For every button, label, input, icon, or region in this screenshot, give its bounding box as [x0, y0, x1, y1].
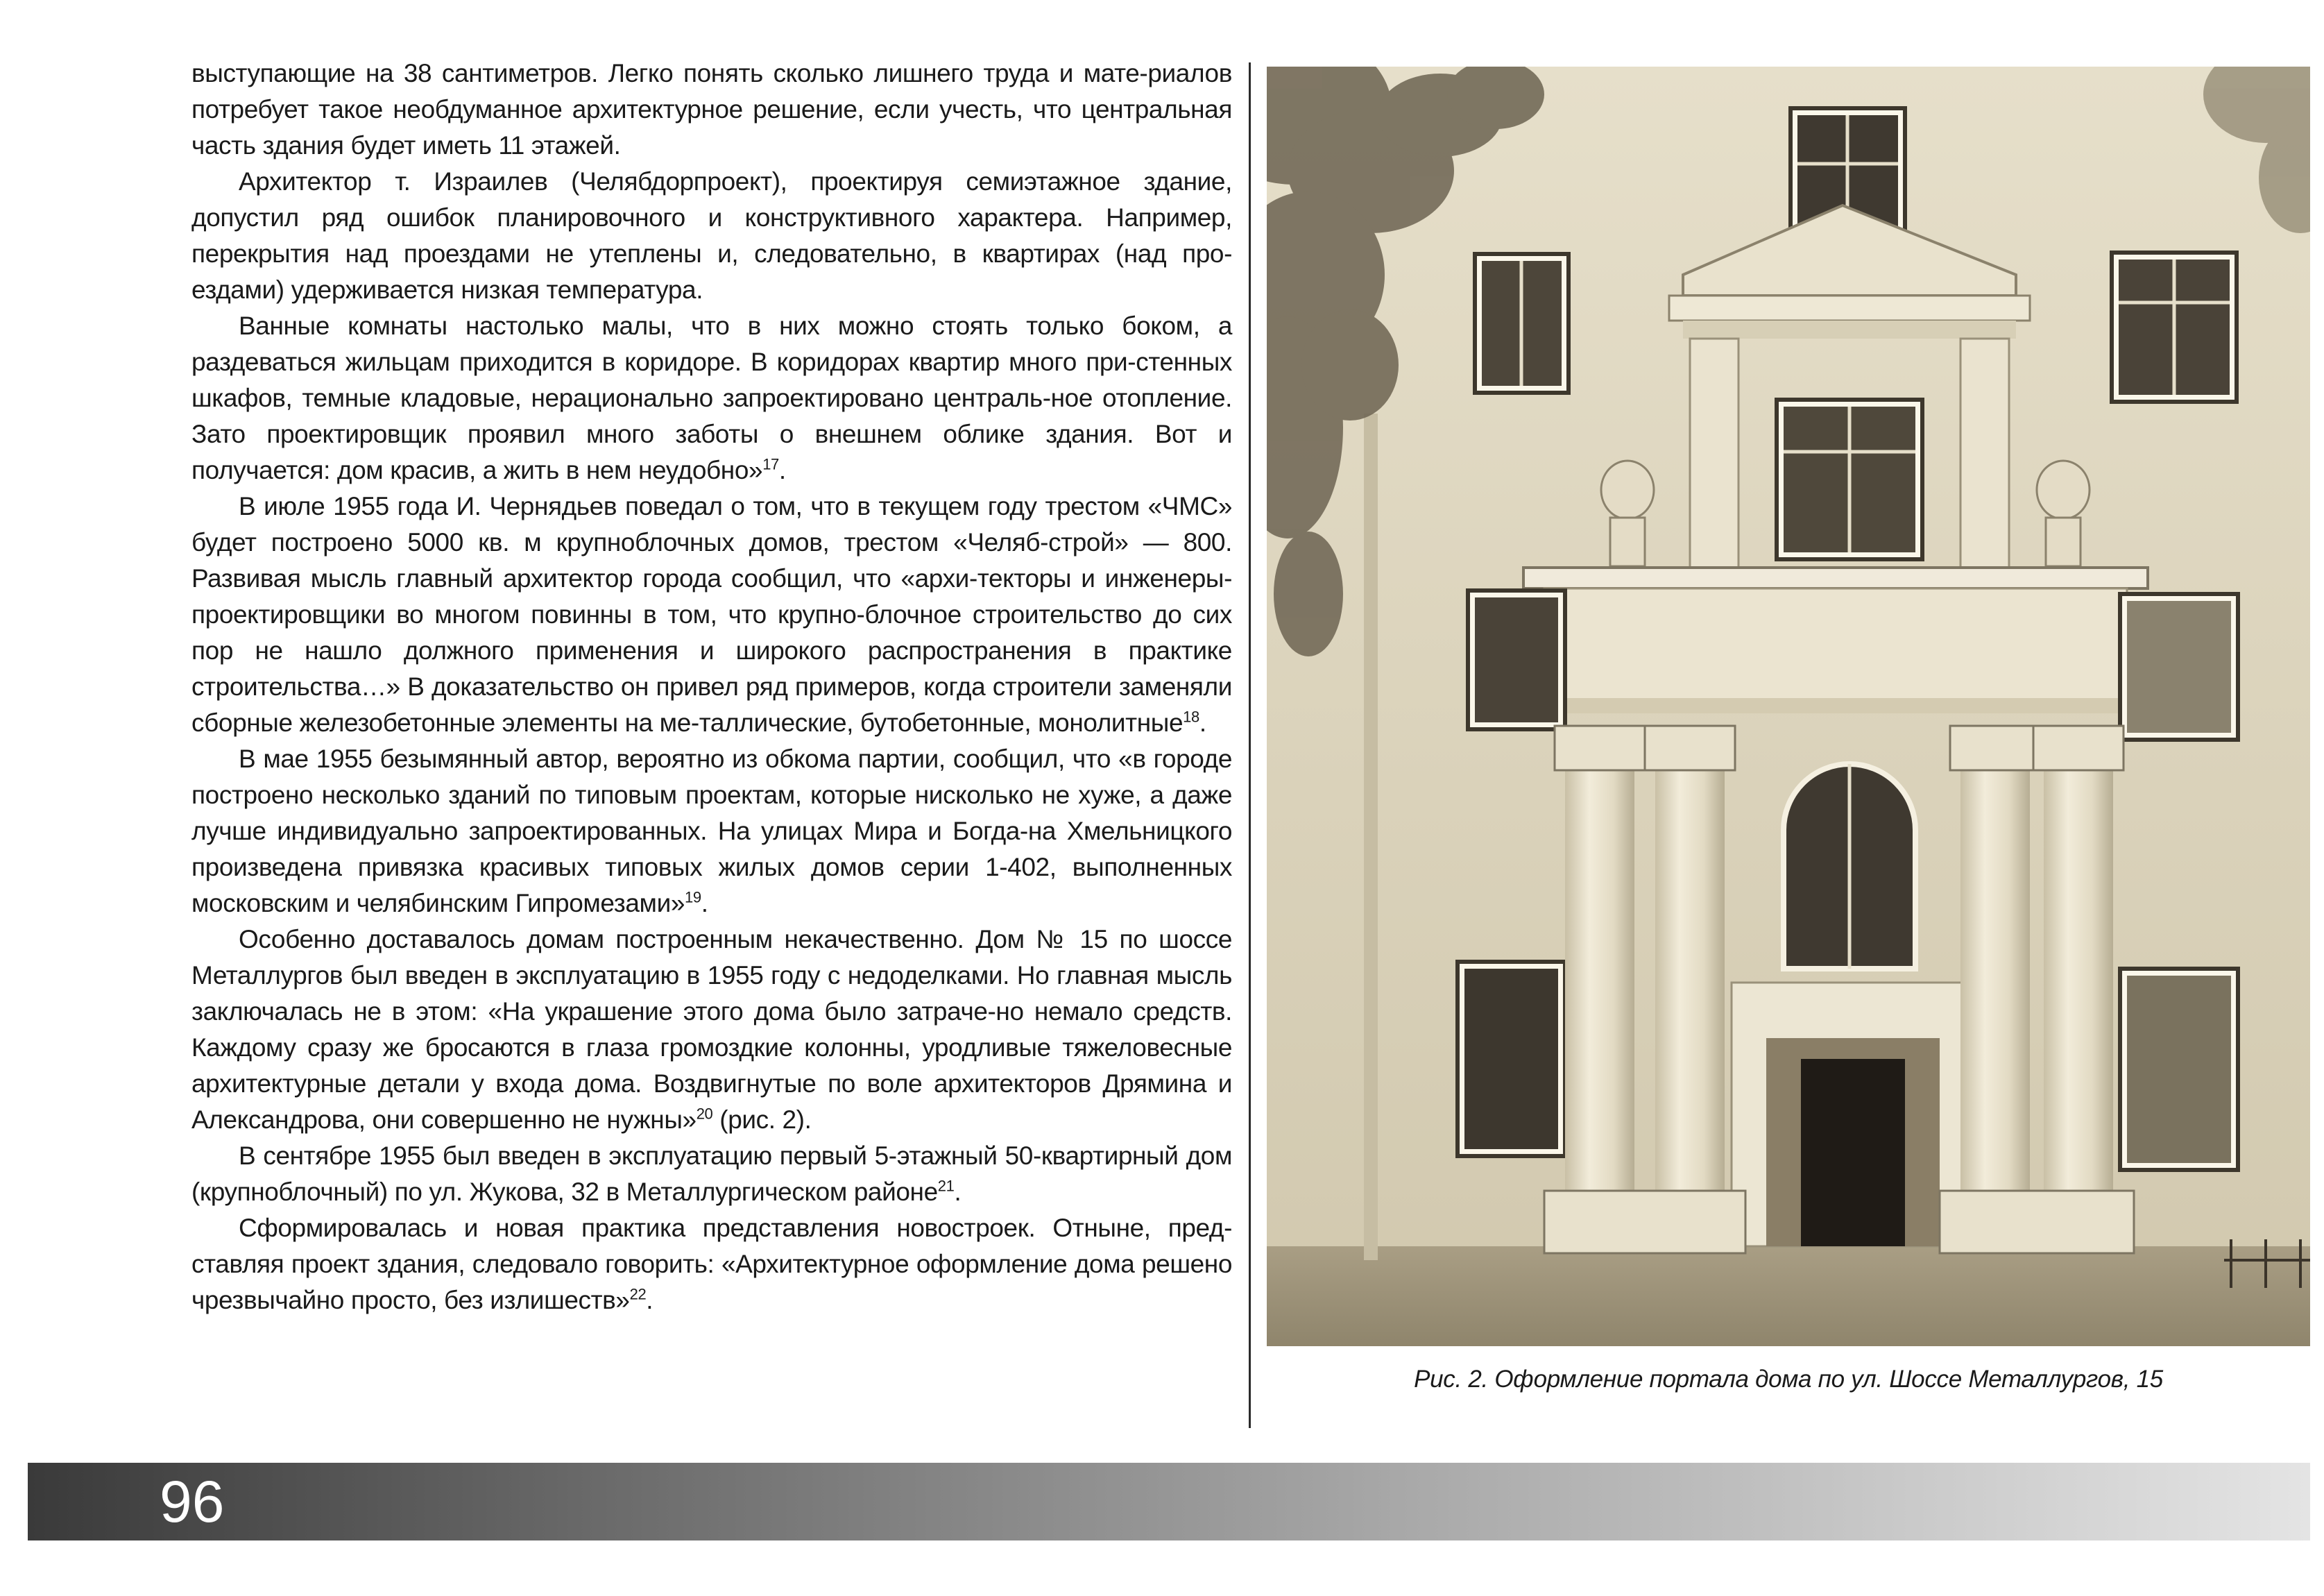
footer-bar	[28, 1463, 2310, 1540]
paragraph-tail: .	[954, 1178, 962, 1206]
building-portal-photo	[1267, 67, 2310, 1346]
paragraph	[191, 489, 1232, 741]
paragraph-text: Ванные комнаты настолько малы, что в них можно стоять только боком, а раздеваться жильцам приходится в коридоре. В коридорах квартир много при-стенных шкафов, темные кладовые, нерационально запроектировано централь-ное отопление. Зато проектировщик проявил много заботы о внешнем облике здания. Вот и получается: дом красив, а жить в нем неудобно»	[191, 312, 1232, 484]
footnote-marker: 21	[937, 1177, 955, 1195]
figure-caption: Рис. 2. Оформление портала дома по ул. Шоссе Металлургов, 15	[1414, 1366, 2163, 1393]
paragraph-text: выступающие на 38 сантиметров. Легко понять сколько лишнего труда и мате-риалов потребует такое необдуманное архитектурное решение, если учесть, что центральная часть здания будет иметь 11 этажей.	[191, 59, 1232, 160]
paragraph-text: В мае 1955 безымянный автор, вероятно из обкома партии, сообщил, что «в городе построено несколько зданий по типовым проектам, которые нисколько не хуже, а даже лучше индивидуально запроектированных. На улицах Мира и Богда-на Хмельницкого произведена привязка красивых типовых жилых домов серии 1-402, выполненных московским и челябинским Гипромезами»	[191, 745, 1232, 917]
paragraph	[191, 308, 1232, 489]
paragraph	[191, 741, 1232, 922]
paragraph	[191, 1210, 1232, 1318]
paragraph-text: В июле 1955 года И. Чернядьев поведал о том, что в текущем году трестом «ЧМС» будет построено 5000 кв. м крупноблочных домов, трестом «Челяб-строй» — 800. Развивая мысль главный архитектор города сообщил, что «архи-текторы и инженеры-проектировщики во многом повинны в том, что крупно-блочное строительство до сих пор не нашло должного применения и широкого распространения в практике строительства…» В доказательство он привел ряд примеров, когда строители заменяли сборные железобетонные элементы на ме-таллические, бутобетонные, монолитные	[191, 492, 1232, 737]
paragraph	[191, 922, 1232, 1138]
footnote-marker: 17	[762, 455, 779, 473]
paragraph	[191, 164, 1232, 308]
page-number: 96	[160, 1469, 225, 1534]
column-divider	[1249, 62, 1251, 1428]
footnote-marker: 22	[629, 1285, 647, 1303]
footnote-marker: 20	[696, 1105, 713, 1123]
paragraph-tail: .	[701, 889, 708, 917]
paragraph-tail: .	[646, 1286, 653, 1314]
body-text	[191, 56, 1232, 1318]
footnote-marker: 19	[685, 888, 701, 906]
paragraph-tail: .	[1199, 708, 1206, 737]
paragraph-text: Архитектор т. Израилев (Челябдорпроект), проектируя семиэтажное здание, допустил ряд ошибок планировочного и конструктивного характера. Например, перекрытия над проездами не утеплены и, следовательно, в квартирах (над про-ездами) удерживается низкая температура.	[191, 167, 1232, 304]
paragraph-text: Сформировалась и новая практика представления новостроек. Отныне, пред-ставляя проект здания, следовало говорить: «Архитектурное оформление дома решено чрезвычайно просто, без излишеств»	[191, 1214, 1232, 1314]
paragraph-tail: .	[778, 456, 786, 484]
paragraph-text: В сентябре 1955 был введен в эксплуатацию первый 5-этажный 50-квартирный дом (крупноблочный) по ул. Жукова, 32 в Металлургическом районе	[191, 1141, 1232, 1206]
paragraph	[191, 1138, 1232, 1210]
figure-photo	[1267, 67, 2310, 1346]
footnote-marker: 18	[1183, 708, 1199, 726]
paragraph-text: Особенно доставалось домам построенным некачественно. Дом № 15 по шоссе Металлургов был введен в эксплуатацию в 1955 году с недоделками. Но главная мысль заключалась не в этом: «На украшение этого дома было затраче-но немало средств. Каждому сразу же бросаются в глаза громоздкие колонны, уродливые тяжеловесные архитектурные детали у входа дома. Воздвигнутые по воле архитекторов Дрямина и Александрова, они совершенно не нужны»	[191, 925, 1232, 1134]
paragraph	[191, 56, 1232, 164]
paragraph-tail: (рис. 2).	[712, 1105, 812, 1134]
